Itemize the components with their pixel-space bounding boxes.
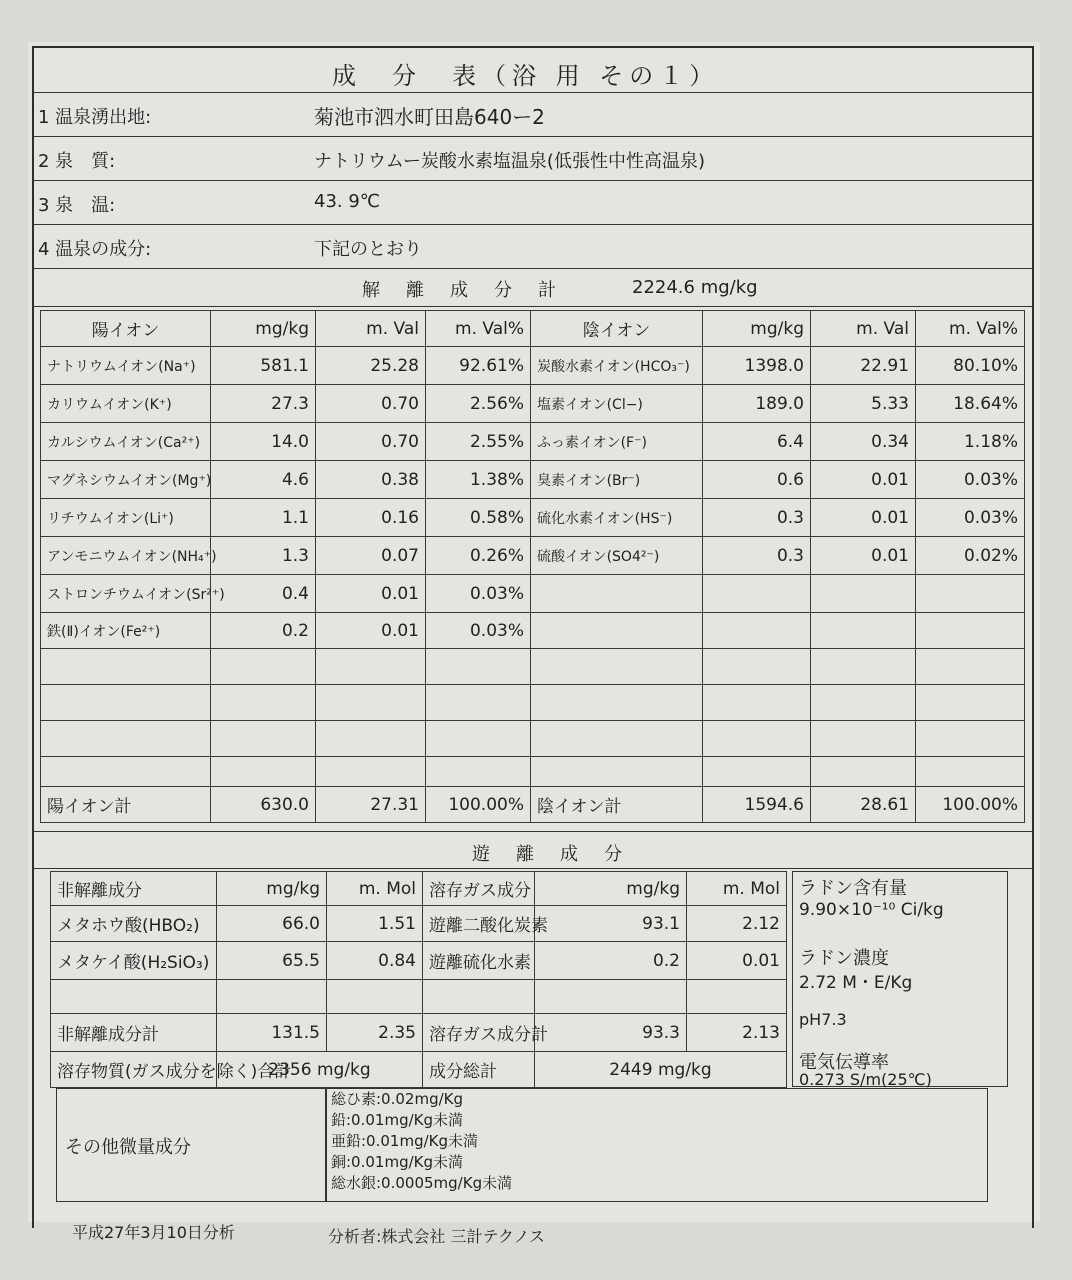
anion-mvalp: 80.10% <box>916 347 1025 385</box>
anion-mgkg: 0.6 <box>703 461 811 499</box>
mgkg-header: mg/kg <box>703 311 811 347</box>
anion-name <box>531 757 703 787</box>
anion-name: 塩素イオン(Cl−) <box>531 385 703 423</box>
sum-row <box>51 1052 787 1088</box>
ion-table <box>40 310 1025 823</box>
nondiss-name: メタホウ酸(HBO₂) <box>51 906 217 942</box>
free-row <box>51 906 787 942</box>
anion-name <box>531 649 703 685</box>
trace-item: 総水銀:0.0005mg/Kg未満 <box>331 1174 513 1192</box>
anion-mgkg <box>703 757 811 787</box>
cation-mvalp: 92.61% <box>426 347 531 385</box>
ion-row <box>41 575 1025 613</box>
cation-mvalp: 0.26% <box>426 537 531 575</box>
trace-item: 総ひ素:0.02mg/Kg <box>331 1090 463 1108</box>
cation-name: ストロンチウムイオン(Sr²⁺) <box>41 575 211 613</box>
anion-mval: 5.33 <box>811 385 916 423</box>
info-row <box>32 93 1032 137</box>
title-row <box>32 48 1032 93</box>
trace-label: その他微量成分 <box>65 1137 191 1158</box>
cation-name <box>41 649 211 685</box>
info-value: 菊池市泗水町田島640ー2 <box>314 105 545 129</box>
ion-row <box>41 499 1025 537</box>
grand-value: 2449 mg/kg <box>535 1052 787 1088</box>
anion-mvalp: 0.02% <box>916 537 1025 575</box>
cation-mvalp: 2.56% <box>426 385 531 423</box>
anion-total-mval: 28.61 <box>811 787 916 823</box>
anion-name: 臭素イオン(Br⁻) <box>531 461 703 499</box>
anion-mgkg: 189.0 <box>703 385 811 423</box>
anion-mgkg: 0.3 <box>703 537 811 575</box>
nondiss-total-mgkg: 131.5 <box>217 1014 327 1052</box>
info-label: 2 泉 質: <box>38 151 116 172</box>
free-table <box>50 871 787 1088</box>
cation-name: カルシウムイオン(Ca²⁺) <box>41 423 211 461</box>
trace-box <box>56 1088 988 1202</box>
anion-mval <box>811 721 916 757</box>
free-title-row <box>32 831 1032 869</box>
anion-mval: 0.34 <box>811 423 916 461</box>
cation-mgkg: 0.4 <box>211 575 316 613</box>
anion-mgkg: 6.4 <box>703 423 811 461</box>
cation-mgkg: 1.3 <box>211 537 316 575</box>
dissolved-label: 溶存物質(ガス成分を除く)合計 <box>51 1052 217 1088</box>
free-header-row <box>51 872 787 906</box>
cation-header: 陽イオン <box>41 311 211 347</box>
gas-mgkg: 93.1 <box>535 906 687 942</box>
cation-mvalp: 0.58% <box>426 499 531 537</box>
gas-total-mgkg: 93.3 <box>535 1014 687 1052</box>
gas-mmol: 0.01 <box>687 942 787 980</box>
ion-row <box>41 613 1025 649</box>
anion-mvalp: 0.03% <box>916 461 1025 499</box>
anion-mval: 0.01 <box>811 537 916 575</box>
ion-row <box>41 385 1025 423</box>
mgkg-header: mg/kg <box>211 311 316 347</box>
gas-name: 遊離硫化水素 <box>423 942 535 980</box>
cation-mvalp: 0.03% <box>426 575 531 613</box>
info-value: 43. 9℃ <box>314 191 381 212</box>
anion-name: 硫酸イオン(SO4²⁻) <box>531 537 703 575</box>
cation-name: マグネシウムイオン(Mg⁺) <box>41 461 211 499</box>
gas-total-label: 溶存ガス成分計 <box>423 1014 535 1052</box>
anion-name: 炭酸水素イオン(HCO₃⁻) <box>531 347 703 385</box>
cation-mval <box>316 685 426 721</box>
anion-mval: 0.01 <box>811 499 916 537</box>
anion-mvalp <box>916 685 1025 721</box>
cation-name <box>41 757 211 787</box>
anion-total-mvalp: 100.00% <box>916 787 1025 823</box>
gas-header: 溶存ガス成分 <box>423 872 535 906</box>
anion-mvalp <box>916 613 1025 649</box>
info-label: 1 温泉湧出地: <box>38 107 152 128</box>
anion-mval <box>811 685 916 721</box>
ion-row <box>41 347 1025 385</box>
nondiss-total-mmol: 2.35 <box>327 1014 423 1052</box>
cation-mvalp <box>426 685 531 721</box>
cation-mvalp <box>426 721 531 757</box>
cation-name <box>41 685 211 721</box>
nondiss-total-label: 非解離成分計 <box>51 1014 217 1052</box>
anion-total-mgkg: 1594.6 <box>703 787 811 823</box>
anion-mvalp: 18.64% <box>916 385 1025 423</box>
gas-mgkg: 0.2 <box>535 942 687 980</box>
cation-mval <box>316 649 426 685</box>
dissociated-value: 2224.6 mg/kg <box>632 277 758 298</box>
cation-name: 鉄(Ⅱ)イオン(Fe²⁺) <box>41 613 211 649</box>
ion-row <box>41 423 1025 461</box>
trace-divider <box>325 1089 327 1201</box>
conductivity-label: 電気伝導率 <box>799 1052 889 1073</box>
ion-total-row <box>41 787 1025 823</box>
nondiss-mgkg: 65.5 <box>217 942 327 980</box>
nondiss-mmol: 0.84 <box>327 942 423 980</box>
ion-row <box>41 757 1025 787</box>
cation-mgkg <box>211 721 316 757</box>
cation-mval <box>316 721 426 757</box>
info-value: 下記のとおり <box>314 239 422 260</box>
anion-total-label: 陰イオン計 <box>531 787 703 823</box>
cation-mgkg: 0.2 <box>211 613 316 649</box>
trace-item: 鉛:0.01mg/Kg未満 <box>331 1111 463 1129</box>
analysis-date: 平成27年3月10日分析 <box>72 1223 235 1242</box>
anion-header: 陰イオン <box>531 311 703 347</box>
ion-row <box>41 537 1025 575</box>
anion-mvalp <box>916 575 1025 613</box>
dissolved-value: 2356 mg/kg <box>217 1052 423 1088</box>
mval-header: m. Val <box>811 311 916 347</box>
gas-total-mmol: 2.13 <box>687 1014 787 1052</box>
cation-mvalp <box>426 757 531 787</box>
gas-name: 遊離二酸化炭素 <box>423 906 535 942</box>
free-row <box>51 942 787 980</box>
anion-mvalp <box>916 721 1025 757</box>
gas-mmol-header: m. Mol <box>687 872 787 906</box>
ion-row <box>41 685 1025 721</box>
free-title: 遊 離 成 分 <box>472 844 626 865</box>
anion-mval <box>811 649 916 685</box>
anion-mgkg <box>703 613 811 649</box>
anion-mvalp <box>916 757 1025 787</box>
anion-name <box>531 613 703 649</box>
ion-header-row <box>41 311 1025 347</box>
radon-content-value: 9.90×10⁻¹⁰ Ci/kg <box>799 900 944 920</box>
cation-mgkg: 27.3 <box>211 385 316 423</box>
info-label: 3 泉 温: <box>38 195 116 216</box>
gas-mmol: 2.12 <box>687 906 787 942</box>
anion-mvalp: 0.03% <box>916 499 1025 537</box>
info-row <box>32 225 1032 269</box>
anion-mval <box>811 757 916 787</box>
cation-name: アンモニウムイオン(NH₄⁺) <box>41 537 211 575</box>
dissociated-row <box>32 269 1032 307</box>
cation-mgkg: 14.0 <box>211 423 316 461</box>
analysis-sheet <box>28 42 1040 1246</box>
cation-mval: 0.70 <box>316 385 426 423</box>
info-row <box>32 137 1032 181</box>
anion-mgkg <box>703 721 811 757</box>
anion-name: 硫化水素イオン(HS⁻) <box>531 499 703 537</box>
radon-conc-label: ラドン濃度 <box>799 948 889 969</box>
cation-name <box>41 721 211 757</box>
cation-mval <box>316 757 426 787</box>
conductivity-value: 0.273 S/m(25℃) <box>799 1070 932 1089</box>
gas-mgkg-header: mg/kg <box>535 872 687 906</box>
cation-total-mgkg: 630.0 <box>211 787 316 823</box>
cation-mvalp <box>426 649 531 685</box>
anion-name <box>531 721 703 757</box>
cation-total-label: 陽イオン計 <box>41 787 211 823</box>
info-row <box>32 181 1032 225</box>
ion-row <box>41 649 1025 685</box>
radon-conc-value: 2.72 M・E/Kg <box>799 973 913 993</box>
grand-label: 成分総計 <box>423 1052 535 1088</box>
anion-mgkg: 0.3 <box>703 499 811 537</box>
anion-mvalp <box>916 649 1025 685</box>
cation-mval: 0.70 <box>316 423 426 461</box>
mvalp-header: m. Val% <box>916 311 1025 347</box>
cation-mval: 0.01 <box>316 575 426 613</box>
trace-list <box>331 1089 512 1194</box>
cation-mval: 0.16 <box>316 499 426 537</box>
page-title: 成 分 表（浴 用 その１） <box>332 62 720 90</box>
ion-row <box>41 721 1025 757</box>
nondiss-mmol-header: m. Mol <box>327 872 423 906</box>
cation-mgkg: 4.6 <box>211 461 316 499</box>
cation-mvalp: 1.38% <box>426 461 531 499</box>
cation-mgkg <box>211 757 316 787</box>
anion-mgkg: 1398.0 <box>703 347 811 385</box>
free-empty-row <box>51 980 787 1014</box>
mvalp-header: m. Val% <box>426 311 531 347</box>
cation-mgkg <box>211 649 316 685</box>
mval-header: m. Val <box>316 311 426 347</box>
anion-mval: 22.91 <box>811 347 916 385</box>
anion-name <box>531 575 703 613</box>
nondiss-header: 非解離成分 <box>51 872 217 906</box>
info-label: 4 温泉の成分: <box>38 239 152 260</box>
anion-mvalp: 1.18% <box>916 423 1025 461</box>
dissociated-label: 解 離 成 分 計 <box>362 280 560 301</box>
anion-name: ふっ素イオン(F⁻) <box>531 423 703 461</box>
cation-name: ナトリウムイオン(Na⁺) <box>41 347 211 385</box>
nondiss-mmol: 1.51 <box>327 906 423 942</box>
cation-mval: 25.28 <box>316 347 426 385</box>
ph-value: pH7.3 <box>799 1010 847 1029</box>
nondiss-mgkg: 66.0 <box>217 906 327 942</box>
nondiss-mgkg-header: mg/kg <box>217 872 327 906</box>
free-total-row <box>51 1014 787 1052</box>
info-value: ナトリウムー炭酸水素塩温泉(低張性中性高温泉) <box>314 151 705 172</box>
anion-mval: 0.01 <box>811 461 916 499</box>
cation-mval: 0.38 <box>316 461 426 499</box>
cation-total-mvalp: 100.00% <box>426 787 531 823</box>
cation-mval: 0.01 <box>316 613 426 649</box>
nondiss-name: メタケイ酸(H₂SiO₃) <box>51 942 217 980</box>
ion-row <box>41 461 1025 499</box>
anion-mgkg <box>703 649 811 685</box>
cation-total-mval: 27.31 <box>316 787 426 823</box>
anion-mval <box>811 613 916 649</box>
trace-item: 亜鉛:0.01mg/Kg未満 <box>331 1132 478 1150</box>
trace-item: 銅:0.01mg/Kg未満 <box>331 1153 463 1171</box>
cation-mvalp: 0.03% <box>426 613 531 649</box>
cation-name: リチウムイオン(Li⁺) <box>41 499 211 537</box>
anion-mgkg <box>703 685 811 721</box>
side-box <box>792 871 1008 1087</box>
cation-name: カリウムイオン(K⁺) <box>41 385 211 423</box>
cation-mval: 0.07 <box>316 537 426 575</box>
cation-mgkg: 581.1 <box>211 347 316 385</box>
analyst: 分析者:株式会社 三計テクノス <box>328 1227 545 1246</box>
radon-content-label: ラドン含有量 <box>799 878 907 899</box>
anion-name <box>531 685 703 721</box>
cation-mgkg <box>211 685 316 721</box>
anion-mgkg <box>703 575 811 613</box>
cation-mvalp: 2.55% <box>426 423 531 461</box>
anion-mval <box>811 575 916 613</box>
cation-mgkg: 1.1 <box>211 499 316 537</box>
